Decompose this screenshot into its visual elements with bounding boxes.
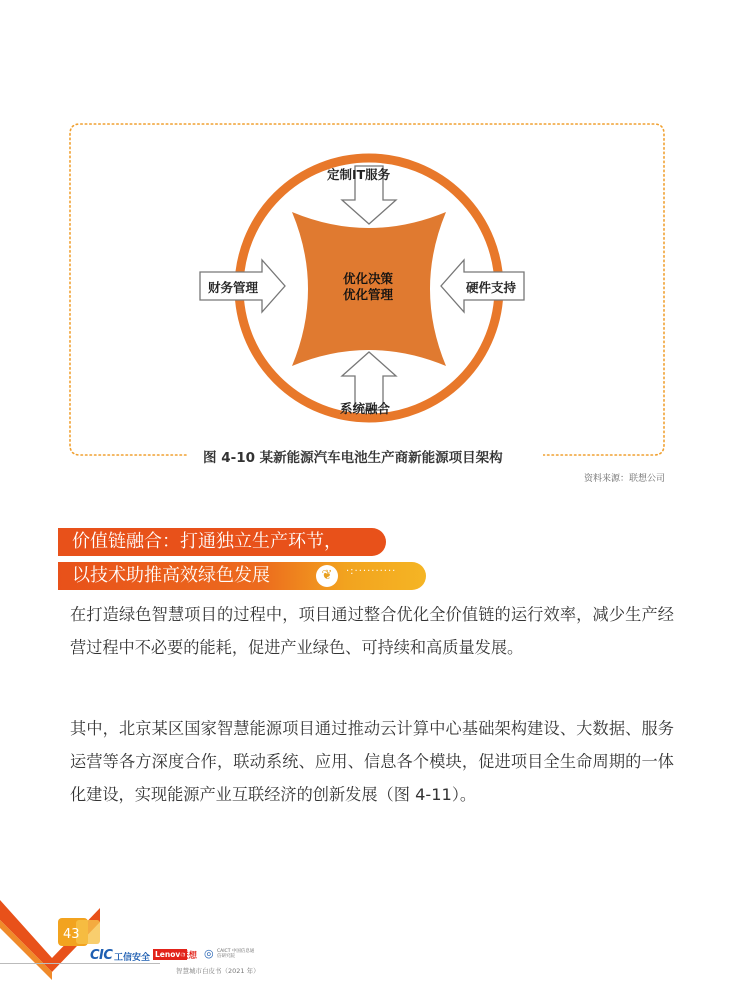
heading-dots: ·:·········· [346, 566, 397, 577]
label-hardware-support: 硬件支持 [466, 280, 517, 295]
body-paragraph-1: 在打造绿色智慧项目的过程中，项目通过整合优化全价值链的运行效率，减少生产经营过程中不必要的能耗，促进产业绿色、可持续和高质量发展。 [70, 605, 674, 657]
label-custom-it-service: 定制IT服务 [327, 167, 391, 182]
label-finance-management: 财务管理 [208, 280, 259, 295]
center-label [318, 271, 418, 303]
figure-caption: 图 4-10 某新能源汽车电池生产商新能源项目架构 [197, 446, 543, 470]
center-label-line1: 优化决策 [342, 271, 393, 286]
page-number: 43 [63, 927, 80, 942]
section-heading-line2: 以技术助推高效绿色发展 [58, 562, 426, 590]
center-label-line2: 优化管理 [342, 287, 393, 302]
logo-lenovo-cn: 联想 [180, 951, 198, 961]
leaf-icon: ❦ [316, 565, 338, 587]
section-heading-line1: 价值链融合：打通独立生产环节， [58, 528, 386, 556]
book-title: 智慧城市白皮书（2021 年） [176, 967, 260, 975]
logo-cic: CIC [90, 948, 113, 963]
label-system-integration: 系统融合 [340, 401, 391, 416]
footer-corner-decoration [0, 880, 160, 1000]
figure-source: 资料来源：联想公司 [583, 474, 665, 484]
logo-cic-cn: 工信安全 [114, 953, 151, 963]
logo-org-text: CAICT 中国信息通信研究院 [217, 949, 255, 959]
org-logo-icon: ◎ [204, 947, 214, 960]
body-paragraph-2: 其中，北京某区国家智慧能源项目通过推动云计算中心基础架构建设、大数据、服务运营等各方深度合作，联动系统、应用、信息各个模块，促进项目全生命周期的一体化建设，实现能源产业互联经济的创新发展（图 4-11）。 [70, 719, 674, 804]
logo-lenovo: Lenovo [155, 950, 186, 959]
